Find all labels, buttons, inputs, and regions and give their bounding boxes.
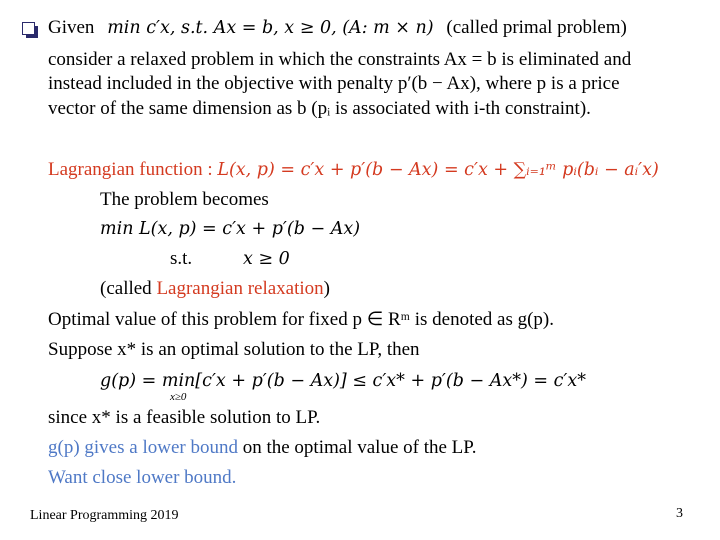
st-label: s.t. bbox=[170, 248, 193, 269]
primal-problem-statement: min c′x, s.t. Ax = b, x ≥ 0, (A: m × n) bbox=[107, 18, 434, 38]
lower-bound-highlight: g(p) gives a lower bound bbox=[48, 437, 238, 458]
optimal-value-line: Optimal value of this problem for fixed p ∈ Rᵐ is denoted as g(p). bbox=[48, 309, 555, 330]
intro-line-1 bbox=[48, 17, 627, 39]
nonnegativity-constraint: x ≥ 0 bbox=[242, 249, 290, 269]
intro-line-3: instead included in the objective with penalty p′(b − Ax), where p is a price bbox=[48, 73, 620, 94]
intro-line-4: vector of the same dimension as b (pᵢ is associated with i-th constraint). bbox=[48, 98, 591, 119]
lower-bound-rest: on the optimal value of the LP. bbox=[237, 437, 477, 458]
relaxed-constraint-row bbox=[170, 248, 290, 270]
relaxation-note bbox=[100, 278, 330, 300]
min-subscript: x≥0 bbox=[170, 391, 187, 403]
lagrangian-label: Lagrangian function : bbox=[48, 159, 218, 180]
suppose-line: Suppose x* is an optimal solution to the LP, then bbox=[48, 339, 420, 360]
lower-bound-formula: g(p) = min[c′x + p′(b − Ax)] ≤ c′x* + p′(b − Ax*) = c′x* bbox=[100, 371, 586, 391]
lagrangian-formula: L(x, p) = c′x + p′(b − Ax) = c′x + ∑ᵢ₌₁ᵐ pᵢ(bᵢ − aᵢ′x) bbox=[217, 160, 659, 180]
footer-course: Linear Programming 2019 bbox=[30, 508, 179, 523]
relaxation-note-suffix: ) bbox=[323, 278, 330, 299]
square-bullet-icon bbox=[22, 22, 35, 35]
lagrangian-relaxation-term: Lagrangian relaxation bbox=[156, 278, 324, 299]
page-number: 3 bbox=[676, 506, 683, 521]
lagrangian-function-line bbox=[48, 159, 659, 181]
lower-bound-line bbox=[48, 437, 476, 459]
intro-line-2: consider a relaxed problem in which the constraints Ax = b is eliminated and bbox=[48, 49, 632, 70]
feasible-line: since x* is a feasible solution to LP. bbox=[48, 407, 321, 428]
problem-becomes: The problem becomes bbox=[100, 189, 269, 210]
given-label: Given bbox=[48, 17, 95, 38]
want-close-bound: Want close lower bound. bbox=[48, 467, 237, 488]
relaxed-objective: min L(x, p) = c′x + p′(b − Ax) bbox=[100, 219, 361, 239]
primal-problem-note: (called primal problem) bbox=[446, 17, 627, 38]
relaxation-note-prefix: (called bbox=[100, 278, 157, 299]
